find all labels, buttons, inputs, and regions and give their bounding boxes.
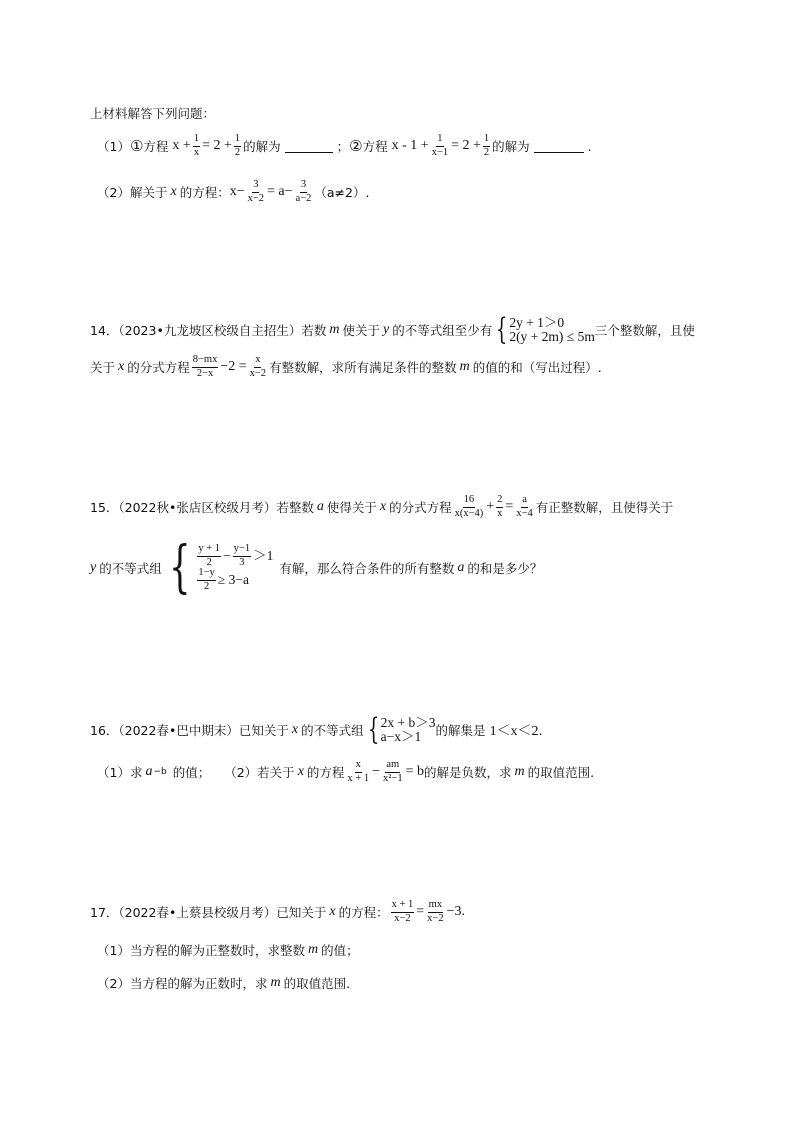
inequality-system: [364, 712, 436, 747]
denominator: 2: [203, 580, 210, 592]
fraction: [515, 495, 533, 519]
fraction: [233, 544, 251, 568]
text: 关于: [90, 360, 116, 375]
circled-number: ①: [129, 137, 144, 155]
fraction: [295, 180, 313, 204]
part-label: （2）: [97, 185, 130, 200]
fraction: [193, 134, 200, 158]
denominator: 2: [483, 146, 490, 158]
denominator: 2−x: [196, 367, 214, 379]
denominator: 2: [234, 146, 241, 158]
fraction: [249, 355, 267, 379]
text: 的和是多少？: [467, 561, 543, 576]
fraction: [192, 355, 219, 379]
text: 有解，那么符合条件的所有整数: [279, 561, 455, 576]
numerator: 1: [483, 134, 490, 147]
numerator: 1: [193, 134, 200, 147]
text: 三个整数解，且使: [594, 323, 695, 338]
equation-part: = a−: [267, 184, 293, 199]
system-row: 2y + 1＞0: [509, 314, 565, 330]
denominator: x−1: [431, 146, 449, 158]
text: ；: [336, 139, 350, 154]
text: 使得关于: [326, 500, 377, 515]
numerator: 16: [463, 495, 476, 508]
operator: ≥ 3−a: [217, 571, 249, 587]
q16-line1: 16．（2022春•巴中期末）已知关于 x 的不等式组 { 2x + b＞3 a−x＞1 的解集是 1＜x＜2 .: [90, 712, 543, 747]
q17-line1: [90, 900, 465, 924]
system-rows: [381, 716, 436, 744]
q15-line1: [90, 495, 673, 519]
numerator: 1: [234, 134, 241, 147]
text: 的值；: [172, 765, 211, 780]
fraction: [431, 134, 449, 158]
variable: x: [118, 359, 125, 374]
question-label: 16．（2022春•巴中期末）已知关于: [90, 723, 289, 738]
numerator: 1−y: [197, 568, 215, 581]
numerator: 3: [300, 180, 307, 193]
numerator: y + 1: [197, 544, 221, 557]
numerator: x: [254, 355, 261, 368]
text: 的值；: [321, 943, 359, 958]
text: 的解为: [243, 139, 281, 154]
q13-part1: [97, 134, 592, 158]
question-label: 15．（2022秋•张店区校级月考）若整数: [90, 500, 314, 515]
text: （2）当方程的解为正数时，求: [97, 976, 268, 991]
text: （1）当方程的解为正整数时，求整数: [97, 943, 305, 958]
condition: （a≠2）.: [314, 185, 370, 200]
text: 使关于: [342, 323, 380, 338]
variable: x: [329, 904, 336, 919]
denominator: 3: [239, 556, 245, 568]
part-label: （2）若关于: [224, 765, 295, 780]
denominator: x−2: [427, 912, 444, 924]
answer-blank[interactable]: [285, 140, 333, 153]
fraction: [496, 495, 503, 519]
brace: {: [496, 312, 508, 347]
brace: {: [367, 712, 379, 747]
fraction: [234, 134, 241, 158]
denominator: x + 1: [347, 772, 370, 784]
q16-line2: [97, 760, 594, 784]
denominator: x: [193, 146, 200, 158]
variable: m: [514, 764, 525, 779]
operator: =: [416, 904, 425, 919]
text: .: [587, 138, 592, 154]
system-rows: [509, 316, 595, 344]
q14-line2: [90, 355, 602, 379]
intro-text: 上材料解答下列问题：: [90, 106, 216, 121]
text: 的方程: [306, 765, 345, 780]
fraction: [391, 900, 415, 924]
variable: a: [457, 560, 465, 575]
variable: x: [291, 722, 299, 737]
fraction: [346, 760, 370, 784]
equation-part: x +: [172, 138, 191, 153]
denominator: x²−1: [383, 772, 403, 784]
equation-part: = b: [405, 764, 424, 779]
operator: ＞1: [253, 547, 274, 563]
inequality-system: [492, 312, 595, 347]
brace: {: [168, 535, 191, 600]
denominator: x−2: [249, 367, 267, 379]
text: 的分式方程: [127, 360, 190, 375]
system-rows: [195, 544, 273, 592]
variable: a: [145, 764, 153, 779]
text: 的不等式组: [301, 723, 364, 738]
inequality-system: [162, 535, 274, 600]
exponent: −b: [153, 767, 167, 777]
system-row: a−x＞1: [380, 729, 422, 744]
denominator: a−2: [295, 192, 312, 204]
variable: a: [316, 499, 324, 514]
question-label: 14．（2023•九龙坡区校级自主招生）若数: [90, 323, 327, 338]
text: 的解是负数，求: [423, 765, 512, 780]
text: 解关于: [129, 185, 168, 200]
denominator: x−4: [516, 507, 533, 519]
denominator: x: [497, 507, 503, 519]
variable: y: [382, 322, 390, 337]
variable: x: [170, 184, 177, 199]
text: 方程: [362, 139, 388, 154]
equation-part: −2 =: [220, 359, 247, 374]
fraction: [483, 134, 490, 158]
text: 的值的和（写出过程）.: [472, 360, 602, 375]
variable: m: [307, 942, 319, 957]
equation-part: x - 1 +: [391, 138, 429, 153]
q17-part1: [97, 941, 359, 959]
system-row: 2x + b＞3: [380, 714, 436, 730]
variable: x: [379, 499, 387, 514]
text: 的方程：: [179, 185, 230, 200]
variable: m: [270, 975, 281, 990]
numerator: 8−mx: [192, 355, 219, 368]
text: 有整数解，求所有满足条件的整数: [269, 360, 457, 375]
variable: x: [297, 764, 304, 779]
text: 的解为: [492, 139, 530, 154]
numerator: 2: [496, 495, 503, 508]
variable: m: [329, 322, 340, 337]
text: 的取值范围.: [283, 976, 351, 991]
numerator: 3: [252, 180, 259, 193]
numerator: x + 1: [391, 900, 415, 913]
equation-part: = 2 +: [451, 138, 481, 153]
fraction: [426, 900, 444, 924]
variable: m: [459, 359, 470, 374]
text: 的分式方程: [389, 500, 452, 515]
question-label: 17．（2022春•上蔡县校级月考）已知关于: [90, 905, 327, 920]
fraction: [247, 180, 265, 204]
q13-part2: [97, 180, 369, 204]
denominator: x−2: [247, 192, 265, 204]
numerator: mx: [428, 900, 443, 913]
denominator: x−2: [394, 912, 411, 924]
part-label: （1）求: [97, 765, 143, 780]
equation-part: = 2 +: [202, 138, 232, 153]
solution-set: 1＜x＜2: [489, 724, 539, 739]
text: 的不等式组: [99, 561, 162, 576]
numerator: am: [385, 760, 400, 773]
variable: y: [90, 560, 97, 575]
system-row: [195, 568, 273, 592]
q17-part2: [97, 974, 350, 992]
q14-line1: [90, 312, 695, 347]
fraction: [382, 760, 404, 784]
operator: −: [223, 547, 231, 563]
numerator: y−1: [233, 544, 251, 557]
answer-blank[interactable]: [534, 140, 584, 153]
denominator: x(x−4): [454, 507, 484, 519]
operator: −: [372, 764, 380, 779]
operator: +: [486, 499, 495, 514]
fraction: [197, 568, 215, 592]
circled-number: ②: [349, 137, 363, 155]
numerator: x: [355, 760, 362, 773]
fraction: [454, 495, 485, 519]
text: 的不等式组至少有: [392, 323, 493, 338]
equation-part: x−: [229, 184, 245, 199]
text: 的解集是: [435, 723, 486, 738]
numerator: 1: [436, 134, 443, 147]
denominator: 2: [206, 556, 212, 568]
system-row: [195, 544, 273, 568]
text: 有正整数解，且使得关于: [535, 500, 674, 515]
system-row: 2(y + 2m) ≤ 5m: [509, 329, 595, 344]
equation-part: −3.: [446, 904, 465, 919]
q15-line2: [90, 535, 543, 600]
part-label: （1）: [97, 139, 130, 154]
text: 的方程：: [338, 905, 389, 920]
text: 方程: [143, 139, 169, 154]
numerator: a: [521, 495, 528, 508]
intro-line: [90, 104, 215, 122]
operator: =: [505, 499, 514, 514]
fraction: [197, 544, 221, 568]
text: 的取值范围.: [527, 765, 595, 780]
